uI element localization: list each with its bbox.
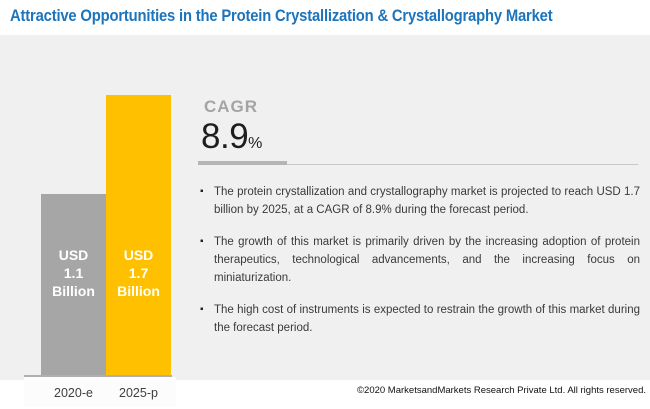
percent-sign: % — [248, 135, 263, 152]
list-item — [200, 183, 640, 219]
page-title: Attractive Opportunities in the Protein Crystallization & Crystallography Market — [10, 6, 553, 25]
key-points-list — [200, 183, 640, 351]
bullet-square-icon: ▪ — [200, 304, 204, 315]
list-item — [200, 301, 640, 337]
bullet-text: The high cost of instruments is expected to restrain the growth of this market during the forecast period. — [214, 304, 640, 334]
cagr-number: 8.9 — [201, 117, 249, 156]
bar-label-line: 1.7 — [128, 265, 149, 281]
bar-chart — [0, 95, 200, 376]
bar-label-line: 1.1 — [63, 265, 84, 281]
divider-accent — [198, 161, 287, 165]
x-tick-2020: 2020-e — [54, 386, 93, 400]
bullet-text: The growth of this market is primarily driven by the increasing adoption of protein therapeutics, technological advancements, and the increasing focus on miniaturization. — [214, 236, 640, 284]
bar-label-line: Billion — [52, 283, 95, 299]
copyright-notice: ©2020 MarketsandMarkets Research Private Ltd. All rights reserved. — [357, 385, 646, 396]
x-tick-2025: 2025-p — [119, 386, 158, 400]
cagr-value — [201, 117, 262, 157]
bar-label-line: USD — [123, 247, 154, 263]
bullet-square-icon: ▪ — [200, 236, 204, 247]
bar-2025 — [106, 95, 171, 376]
bar-value-label-2020 — [41, 246, 106, 300]
bar-label-line: Billion — [117, 283, 160, 299]
bullet-text: The protein crystallization and crystallography market is projected to reach USD 1.7 billion by 2025, at a CAGR of 8.9% during the forecast period. — [214, 186, 640, 216]
cagr-label: CAGR — [204, 97, 259, 116]
bar-value-label-2025 — [106, 246, 171, 300]
bar-label-line: USD — [58, 247, 89, 263]
list-item — [200, 233, 640, 287]
bullet-square-icon: ▪ — [200, 186, 204, 197]
